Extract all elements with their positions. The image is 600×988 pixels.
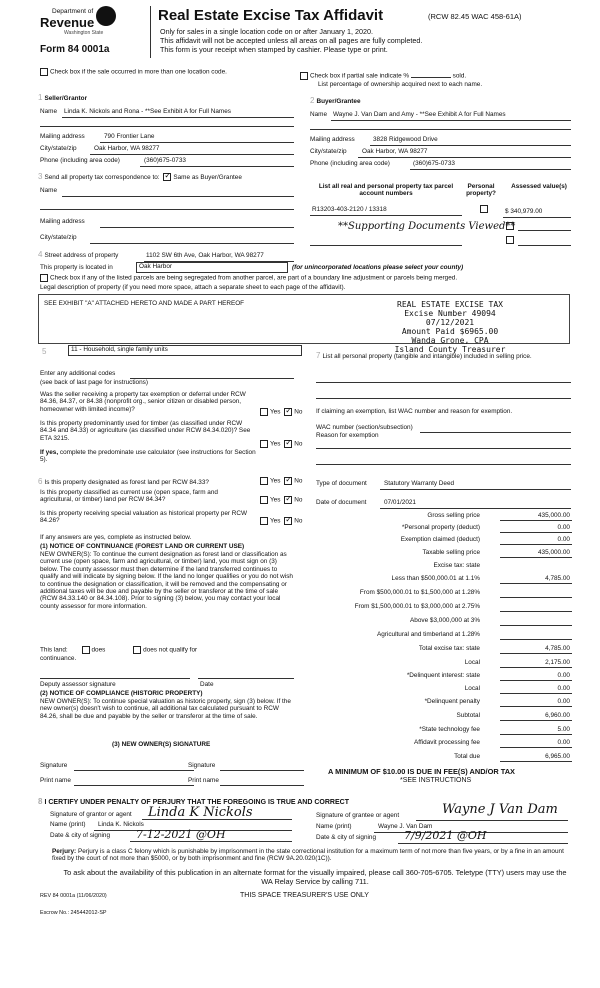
fee-underline xyxy=(500,693,572,694)
buyer-mail-label: Mailing address xyxy=(310,136,355,143)
revision: REV 84 0001a (11/06/2020) xyxy=(40,893,107,899)
s5-q2-options: Yes ✓ No xyxy=(258,440,302,448)
seller-mail-label: Mailing address xyxy=(40,133,85,140)
sig-grantee[interactable]: Wayne J Van Dam xyxy=(442,802,558,817)
excise-stamp: REAL ESTATE EXCISE TAX Excise Number 49094 07/12/2021 Amount Paid $6965.00 Wanda Grone, CPA Island County Treasurer xyxy=(394,300,506,354)
buyer-city-label: City/state/zip xyxy=(310,148,347,155)
s5-q2: Is this property predominantly used for timber (as classified under RCW 84.34 and 84.33) or agriculture (as classified under RCW 84.34.020)? See ETA 3215. xyxy=(40,420,251,442)
section5-num: 5 xyxy=(42,347,47,356)
s6-q2-options: Yes ✓ No xyxy=(258,496,302,504)
same-as-buyer-checkbox[interactable] xyxy=(163,173,171,181)
buyer-phone-label: Phone (including area code) xyxy=(310,160,390,167)
doc-date[interactable]: 07/01/2021 xyxy=(384,499,416,506)
buyer-mail[interactable]: 3828 Ridgewood Drive xyxy=(373,136,438,143)
s5-ifyes: If yes, complete the predominate use calculator (see instructions for Section 5). xyxy=(40,449,256,464)
partial-sale-checkbox[interactable] xyxy=(300,72,308,80)
fee-value[interactable]: 435,000.00 xyxy=(538,549,570,556)
header-line-1: Only for sales in a single location code on or after January 1, 2020. xyxy=(160,27,373,36)
fee-value[interactable]: 4,785.00 xyxy=(545,645,570,652)
fee-underline xyxy=(500,520,572,521)
seller-heading: 1 Seller/Grantor xyxy=(38,93,88,102)
perjury-note: Perjury: Perjury is a class C felony which is punishable by imprisonment in the state correctional institution for a maximum term of not more than five years, or by a fine in an amount fixed by the court of not more than $5000, or by both imprisonment and fine (RCW 9A.20.020(1C)). xyxy=(52,848,564,863)
fee-underline xyxy=(500,625,572,626)
fee-value[interactable]: 0.00 xyxy=(557,524,570,531)
fee-label: Above $3,000,000 at 3% xyxy=(410,617,480,624)
partial-sale-checkbox-row[interactable]: Check box if partial sale indicate % sold. xyxy=(298,72,466,80)
name-grantee-label: Name (print) xyxy=(316,823,352,830)
date-grantor[interactable]: 7-12-2021 @OH xyxy=(136,828,226,841)
use-code-select[interactable]: 11 - Household, single family units xyxy=(68,345,302,356)
assessed-col-header: Assessed value(s) xyxy=(511,183,567,190)
s5-q1-no[interactable] xyxy=(284,408,292,416)
sig-grantor[interactable]: Linda K Nickols xyxy=(148,805,253,820)
wac-field[interactable] xyxy=(420,432,571,433)
state-label: Washington State xyxy=(64,30,104,36)
header-line-3: This form is your receipt when stamped by cashier. Please type or print. xyxy=(160,45,388,54)
seller-name[interactable]: Linda K. Nickols and Rona - **See Exhibit A for Full Names xyxy=(64,108,231,115)
fee-value[interactable]: 5.00 xyxy=(557,726,570,733)
fee-value[interactable]: 0.00 xyxy=(557,536,570,543)
personal-property-checkbox-1[interactable] xyxy=(480,205,488,213)
s6-print-2: Print name xyxy=(188,777,219,784)
fee-label: Affidavit processing fee xyxy=(414,739,480,746)
escrow-no: Escrow No.: 245442012-SP xyxy=(40,910,107,916)
buyer-name[interactable]: Wayne J. Van Dam and Amy - **See Exhibit A for Full Names xyxy=(333,111,506,118)
s5-q1-options: Yes ✓ No xyxy=(258,408,302,416)
multi-location-checkbox[interactable] xyxy=(40,68,48,76)
s7-wac: WAC number (section/subsection) xyxy=(316,424,413,431)
fee-value[interactable]: 0.00 xyxy=(557,698,570,705)
s5-q2-no[interactable] xyxy=(284,440,292,448)
fee-label: *Delinquent interest: state xyxy=(406,672,480,679)
fee-value[interactable]: 435,000.00 xyxy=(538,512,570,519)
s7-reason: Reason for exemption xyxy=(316,432,379,439)
assessed-value[interactable]: $ 340,979.00 xyxy=(505,208,543,215)
fee-underline xyxy=(500,706,572,707)
s5-q2-yes[interactable] xyxy=(260,440,268,448)
s6-q1-no[interactable] xyxy=(284,477,292,485)
fee-label: *Personal property (deduct) xyxy=(401,524,480,531)
fee-underline xyxy=(500,544,572,545)
s6-does-checkbox[interactable] xyxy=(82,646,90,654)
buyer-phone[interactable]: (360)675-0733 xyxy=(413,160,455,167)
buyer-city[interactable]: Oak Harbor, WA 98277 xyxy=(362,148,428,155)
legal-label: Legal description of property (if you need more space, attach a separate sheet to each page of the affidavit). xyxy=(40,284,346,291)
fee-label: Less than $500,000.01 at 1.1% xyxy=(391,575,480,582)
fee-label: From $1,500,000.01 to $3,000,000 at 2.75% xyxy=(354,603,480,610)
street-row: 4 Street address of property xyxy=(38,250,119,259)
header-divider xyxy=(150,6,151,58)
s7-exemption: If claiming an exemption, list WAC number and reason for exemption. xyxy=(316,408,513,415)
s6-if-any: If any answers are yes, complete as instructed below. xyxy=(40,534,192,541)
fee-underline xyxy=(500,583,572,584)
s6-q3-options: Yes ✓ No xyxy=(258,517,302,525)
seller-phone[interactable]: (360)675-0733 xyxy=(144,157,186,164)
header-line-2: This affidavit will not be accepted unless all areas on all pages are fully completed. xyxy=(160,36,423,45)
located-label: This property is located in xyxy=(40,264,113,271)
seller-name-label: Name xyxy=(40,108,58,115)
fee-underline xyxy=(500,720,572,721)
personal-col-header: Personal property? xyxy=(466,183,496,198)
corr-mail-field[interactable] xyxy=(100,227,294,228)
seller-phone-label: Phone (including area code) xyxy=(40,157,120,164)
parcel-col-header: List all real and personal property tax parcel account numbers xyxy=(318,183,454,198)
s6-q2: Is this property classified as current use (open space, farm and agricultural, or timber) land per RCW 84.34? xyxy=(40,489,218,504)
doc-type[interactable]: Statutory Warranty Deed xyxy=(384,480,455,487)
partial-pct-field[interactable] xyxy=(411,77,451,78)
fee-label: Gross selling price xyxy=(427,512,480,519)
s6-continuance: continuance. xyxy=(40,655,77,662)
fee-value[interactable]: 0.00 xyxy=(557,672,570,679)
corr-name-label: Name xyxy=(40,187,58,194)
fee-underline xyxy=(500,734,572,735)
parcel-number[interactable]: R13203-403-2120 / 13318 xyxy=(312,206,387,213)
supporting-docs-note: **Supporting Documents Viewed** xyxy=(338,221,516,232)
date-grantee[interactable]: 7/9/2021 @OH xyxy=(404,829,487,842)
name-grantee[interactable]: Wayne J. Van Dam xyxy=(378,823,433,830)
fee-underline xyxy=(500,761,572,762)
located-note: (for unincorporated locations please select your county) xyxy=(292,264,464,271)
fee-label: From $500,000.01 to $1,500,000 at 1.28% xyxy=(359,589,480,596)
fee-label: Taxable selling price xyxy=(422,549,480,556)
s6-deputy: Deputy assessor signature xyxy=(40,681,116,688)
s6-q3-yes[interactable] xyxy=(260,517,268,525)
fee-value[interactable]: 4,785.00 xyxy=(545,575,570,582)
other-codes-note: (see back of last page for instructions) xyxy=(40,379,148,386)
other-codes-field[interactable] xyxy=(130,378,294,379)
fee-label: Total due xyxy=(454,753,480,760)
buyer-name-label: Name xyxy=(310,111,328,118)
s6-q1: 6 Is this property designated as forest land per RCW 84.33? xyxy=(38,477,209,486)
s6-this-land: This land: does does not qualify for xyxy=(40,646,198,654)
s6-q1-yes[interactable] xyxy=(260,477,268,485)
fee-label: *State technology fee xyxy=(419,726,480,733)
seller-mail[interactable]: 790 Frontier Lane xyxy=(104,133,155,140)
s6-n1-head: (1) NOTICE OF CONTINUANCE (FOREST LAND OR CURRENT USE) xyxy=(40,543,245,550)
corr-mail-label: Mailing address xyxy=(40,218,85,225)
s6-n2-body: NEW OWNER(S): To continue special valuation as historic property, sign (3) below. If the new owner(s) doesn't wish to continue, all additional tax calculated pursuant to RCW 84.26, shall be due and payable by the seller or transferor at the time of sale. xyxy=(40,698,291,720)
s5-q1: Was the seller receiving a property tax exemption or deferral under RCW 84.36, 84.37, or 84.38 (nonprofit org., senior citizen or disabled person, homeowner with limited income)? xyxy=(40,391,246,413)
fee-underline xyxy=(500,532,572,533)
fee-label: Exemption claimed (deduct) xyxy=(400,536,480,543)
fee-underline xyxy=(500,680,572,681)
seller-city[interactable]: Oak Harbor, WA 98277 xyxy=(94,145,160,152)
dept-label: Department of xyxy=(52,8,94,15)
name-grantor-label: Name (print) xyxy=(50,821,86,828)
other-codes-label: Enter any additional codes xyxy=(40,370,116,377)
see-instructions: *SEE INSTRUCTIONS xyxy=(400,777,472,784)
list-pct-note: List percentage of ownership acquired next to each name. xyxy=(318,81,483,88)
certify: 8 I CERTIFY UNDER PENALTY OF PERJURY THAT THE FOREGOING IS TRUE AND CORRECT xyxy=(38,797,349,806)
page-title: Real Estate Excise Tax Affidavit xyxy=(158,7,384,24)
name-grantor[interactable]: Linda K. Nickols xyxy=(98,821,144,828)
correspondence-row: 3 Send all property tax correspondence to: ✓ Same as Buyer/Grantee xyxy=(38,172,242,181)
located-select[interactable]: Oak Harbor xyxy=(136,262,288,273)
seller-city-label: City/state/zip xyxy=(40,145,77,152)
fee-underline xyxy=(500,611,572,612)
s6-q1-options: Yes ✓ No xyxy=(258,477,302,485)
personal-property-checkbox-2[interactable] xyxy=(506,222,514,230)
sig-grantee-label: Signature of grantee or agent xyxy=(316,812,400,819)
corr-city-field[interactable] xyxy=(90,243,294,244)
fee-label: Local xyxy=(464,685,480,692)
fee-value[interactable]: 6,965.00 xyxy=(545,753,570,760)
fee-underline xyxy=(500,639,572,640)
fee-value[interactable]: 6,960.00 xyxy=(545,712,570,719)
fee-label: Local xyxy=(464,659,480,666)
fee-value[interactable]: 0.00 xyxy=(557,739,570,746)
s6-q3: Is this property receiving special valuation as historical property per RCW 84.26? xyxy=(40,510,248,525)
fee-underline xyxy=(500,597,572,598)
rcw-ref: (RCW 82.45 WAC 458-61A) xyxy=(428,12,522,21)
doc-type-label: Type of document xyxy=(316,480,367,487)
date-grantor-label: Date & city of signing xyxy=(50,832,111,839)
s6-n2-head: (2) NOTICE OF COMPLIANCE (HISTORIC PROPERTY) xyxy=(40,690,203,697)
accessibility-note: To ask about the availability of this publication in an alternate format for the visually impaired, please call 360-705-6705. Teletype (TTY) users may use the WA Relay Service by calling 711. xyxy=(63,868,567,886)
s6-date: Date xyxy=(200,681,214,688)
s6-q3-no[interactable] xyxy=(284,517,292,525)
fee-label: Agricultural and timberland at 1.28% xyxy=(376,631,480,638)
corr-city-label: City/state/zip xyxy=(40,234,77,241)
segregated-row: Check box if any of the listed parcels are being segregated from another parcel, are part of a boundary line adjustment or parcels being merged. xyxy=(38,274,457,282)
segregated-checkbox[interactable] xyxy=(40,274,48,282)
treasurer-use: THIS SPACE TREASURER'S USE ONLY xyxy=(240,892,369,899)
personal-property-checkbox-3[interactable] xyxy=(506,236,514,244)
s6-signature-2: Signature xyxy=(188,762,216,769)
legal-description: SEE EXHIBIT "A" ATTACHED HERETO AND MADE A PART HEREOF xyxy=(44,300,245,307)
fee-underline xyxy=(500,667,572,668)
date-grantee-label: Date & city of signing xyxy=(316,834,377,841)
sig-grantor-label: Signature of grantor or agent xyxy=(50,811,132,818)
s6-n3-head: (3) NEW OWNER(S) SIGNATURE xyxy=(112,741,211,748)
s6-signature-1: Signature xyxy=(40,762,68,769)
doc-date-label: Date of document xyxy=(316,499,367,506)
brand-name: Revenue xyxy=(40,15,95,30)
fee-label: Subtotal xyxy=(456,712,480,719)
minimum-note: A MINIMUM OF $10.00 IS DUE IN FEE(S) AND/OR TAX xyxy=(328,767,515,776)
s6-print-1: Print name xyxy=(40,777,71,784)
form-number: Form 84 0001a xyxy=(40,44,110,55)
s6-q2-yes[interactable] xyxy=(260,496,268,504)
dor-logo-icon xyxy=(96,6,116,26)
s6-does-not-checkbox[interactable] xyxy=(133,646,141,654)
s5-q1-yes[interactable] xyxy=(260,408,268,416)
s7-personal: 7 List all personal property (tangible and intangible) included in selling price. xyxy=(316,351,532,360)
fee-label: *Delinquent penalty xyxy=(424,698,480,705)
buyer-heading: 2 Buyer/Grantee xyxy=(310,96,361,105)
multi-location-checkbox-row[interactable]: Check box if the sale occurred in more than one location code. xyxy=(38,68,227,76)
fee-value[interactable]: 0.00 xyxy=(557,685,570,692)
fee-underline xyxy=(500,653,572,654)
fee-underline xyxy=(500,557,572,558)
fee-label: Total excise tax: state xyxy=(418,645,480,652)
corr-name-field[interactable] xyxy=(62,196,294,197)
fee-value[interactable]: 2,175.00 xyxy=(545,659,570,666)
fee-label: Excise tax: state xyxy=(433,562,480,569)
street-address[interactable]: 1102 SW 6th Ave, Oak Harbor, WA 98277 xyxy=(146,252,264,259)
s6-n1-body: NEW OWNER(S): To continue the current designation as forest land or classification as current use (open space, farm and agricultural, or timber) land, you must sign on (3) below. The county assessor must then determine if the land transferred continues to qualify and will indicate by signing below. If the land no longer qualifies or you do not wish to continue the designation or classification, it will be removed and the compensating or additional taxes will be due and payable by the seller or transferor at the time of sale (RCW 84.33.140 or 84.34.108). Prior to signing (3) below, you may contact your local county assessor for more information. xyxy=(40,551,293,610)
s6-q2-no[interactable] xyxy=(284,496,292,504)
fee-underline xyxy=(500,747,572,748)
